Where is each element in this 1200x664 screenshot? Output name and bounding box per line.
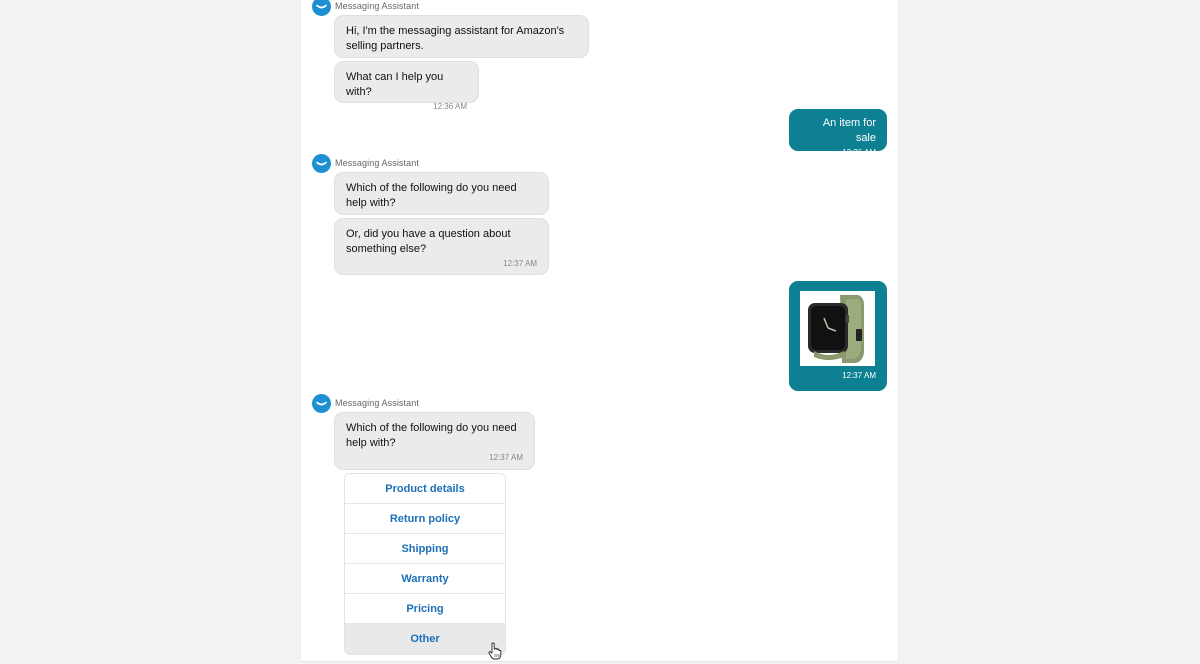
message-timestamp: 12:37 AM — [503, 259, 537, 268]
message-text: Which of the following do you need help with? — [346, 422, 517, 449]
sender-name: Messaging Assistant — [335, 1, 419, 11]
quick-reply-shipping[interactable]: Shipping — [345, 534, 505, 564]
message-text: An item for sale — [822, 117, 876, 144]
assistant-avatar-smile-icon — [312, 154, 331, 173]
message-text: Hi, I'm the messaging assistant for Amazon's selling partners. — [346, 25, 565, 52]
hand-pointer-cursor-icon — [488, 642, 502, 660]
assistant-avatar-smile-icon — [312, 0, 331, 16]
outgoing-message — [789, 109, 887, 157]
message-timestamp: 12:37 AM — [842, 371, 876, 380]
message-timestamp: 12:37 AM — [489, 453, 523, 462]
sender-name: Messaging Assistant — [335, 398, 419, 408]
sender-header — [312, 0, 419, 15]
sender-name: Messaging Assistant — [335, 158, 419, 168]
quick-reply-product-details[interactable]: Product details — [345, 474, 505, 504]
quick-reply-pricing[interactable]: Pricing — [345, 594, 505, 624]
incoming-message — [334, 412, 535, 470]
incoming-message — [334, 218, 549, 275]
incoming-message — [334, 172, 549, 215]
quick-reply-other[interactable]: Other — [345, 624, 505, 654]
message-text: Or, did you have a question about something else? — [346, 228, 511, 255]
sender-header — [312, 154, 419, 172]
chat-panel — [300, 0, 899, 662]
quick-reply-return-policy[interactable]: Return policy — [345, 504, 505, 534]
sender-header — [312, 394, 419, 412]
incoming-message — [334, 15, 589, 58]
message-timestamp: 12:36 AM — [433, 102, 467, 111]
outgoing-image-message — [789, 281, 887, 391]
message-text: What can I help you with? — [346, 71, 444, 98]
product-image-smartwatch[interactable] — [800, 291, 875, 366]
assistant-avatar-smile-icon — [312, 394, 331, 413]
quick-reply-options — [344, 473, 506, 655]
quick-reply-warranty[interactable]: Warranty — [345, 564, 505, 594]
message-timestamp: 12:36 AM — [842, 148, 876, 157]
incoming-message — [334, 61, 479, 111]
message-text: Which of the following do you need help with? — [346, 182, 517, 209]
